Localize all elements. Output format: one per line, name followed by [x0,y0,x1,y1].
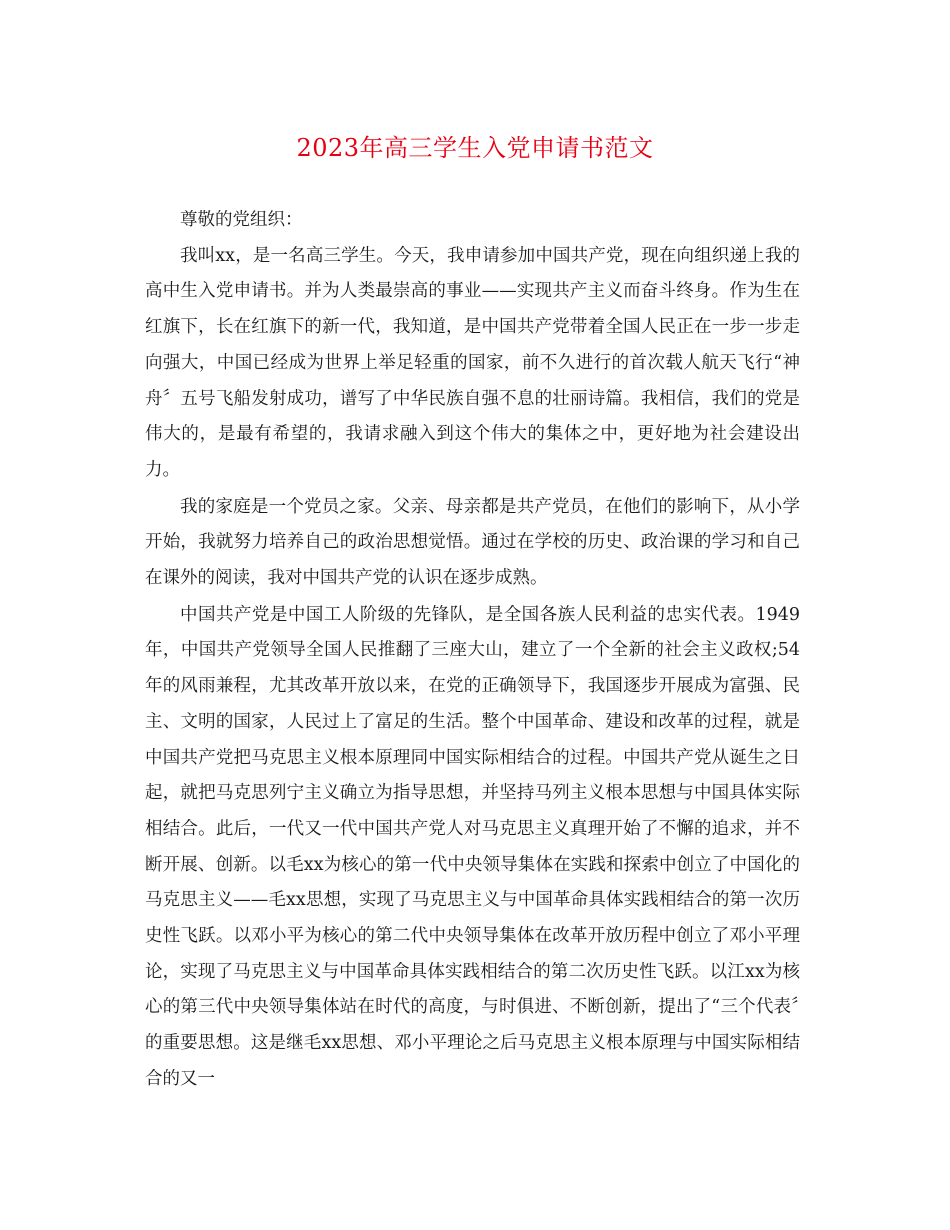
document-title: 2023年高三学生入党申请书范文 [296,134,654,162]
salutation: 尊敬的党组织： [180,210,303,230]
paragraph-family: 我的家庭是一个党员之家。父亲、母亲都是共产党员，在他们的影响下，从小学开始，我就努力培养自己的政治思想觉悟。通过在学校的历史、政治课的学习和自己在课外的阅读，我对中国共产党的认识在逐步成熟。 [145,496,800,589]
document-body [145,203,800,1099]
paragraph-introduction: 我叫xx，是一名高三学生。今天，我申请参加中国共产党，现在向组织递上我的高中生入党申请书。并为人类最崇高的事业——实现共产主义而奋斗终身。作为生在红旗下，长在红旗下的新一代，我知道，是中国共产党带着全国人民正在一步一步走向强大，中国已经成为世界上举足轻重的国家，前不久进行的首次载人航天飞行“神舟〞五号飞船发射成功，谱写了中华民族自强不息的壮丽诗篇。我相信，我们的党是伟大的，是最有希望的，我请求融入到这个伟大的集体之中，更好地为社会建设出力。 [145,245,800,480]
paragraph-party-history: 中国共产党是中国工人阶级的先锋队，是全国各族人民利益的忠实代表。1949年，中国共产党领导全国人民推翻了三座大山，建立了一个全新的社会主义政权;54年的风雨兼程，尤其改革开放以来，在党的正确领导下，我国逐步开展成为富强、民主、文明的国家，人民过上了富足的生活。整个中国革命、建设和改革的过程，就是中国共产党把马克思主义根本原理同中国实际相结合的过程。中国共产党从诞生之日起，就把马克思列宁主义确立为指导思想，并坚持马列主义根本思想与中国具体实际相结合。此后，一代又一代中国共产党人对马克思主义真理开始了不懈的追求，并不断开展、创新。以毛xx为核心的第一代中央领导集体在实践和探索中创立了中国化的马克思主义——毛xx思想，实现了马克思主义与中国革命具体实践相结合的第一次历史性飞跃。以邓小平为核心的第二代中央领导集体在改革开放历程中创立了邓小平理论，实现了马克思主义与中国革命具体实践相结合的第二次历史性飞跃。以江xx为核心的第三代中央领导集体站在时代的高度，与时俱进、不断创新，提出了“三个代表〞的重要思想。这是继毛xx思想、邓小平理论之后马克思主义根本原理与中国实际相结合的又一 [145,604,800,1089]
